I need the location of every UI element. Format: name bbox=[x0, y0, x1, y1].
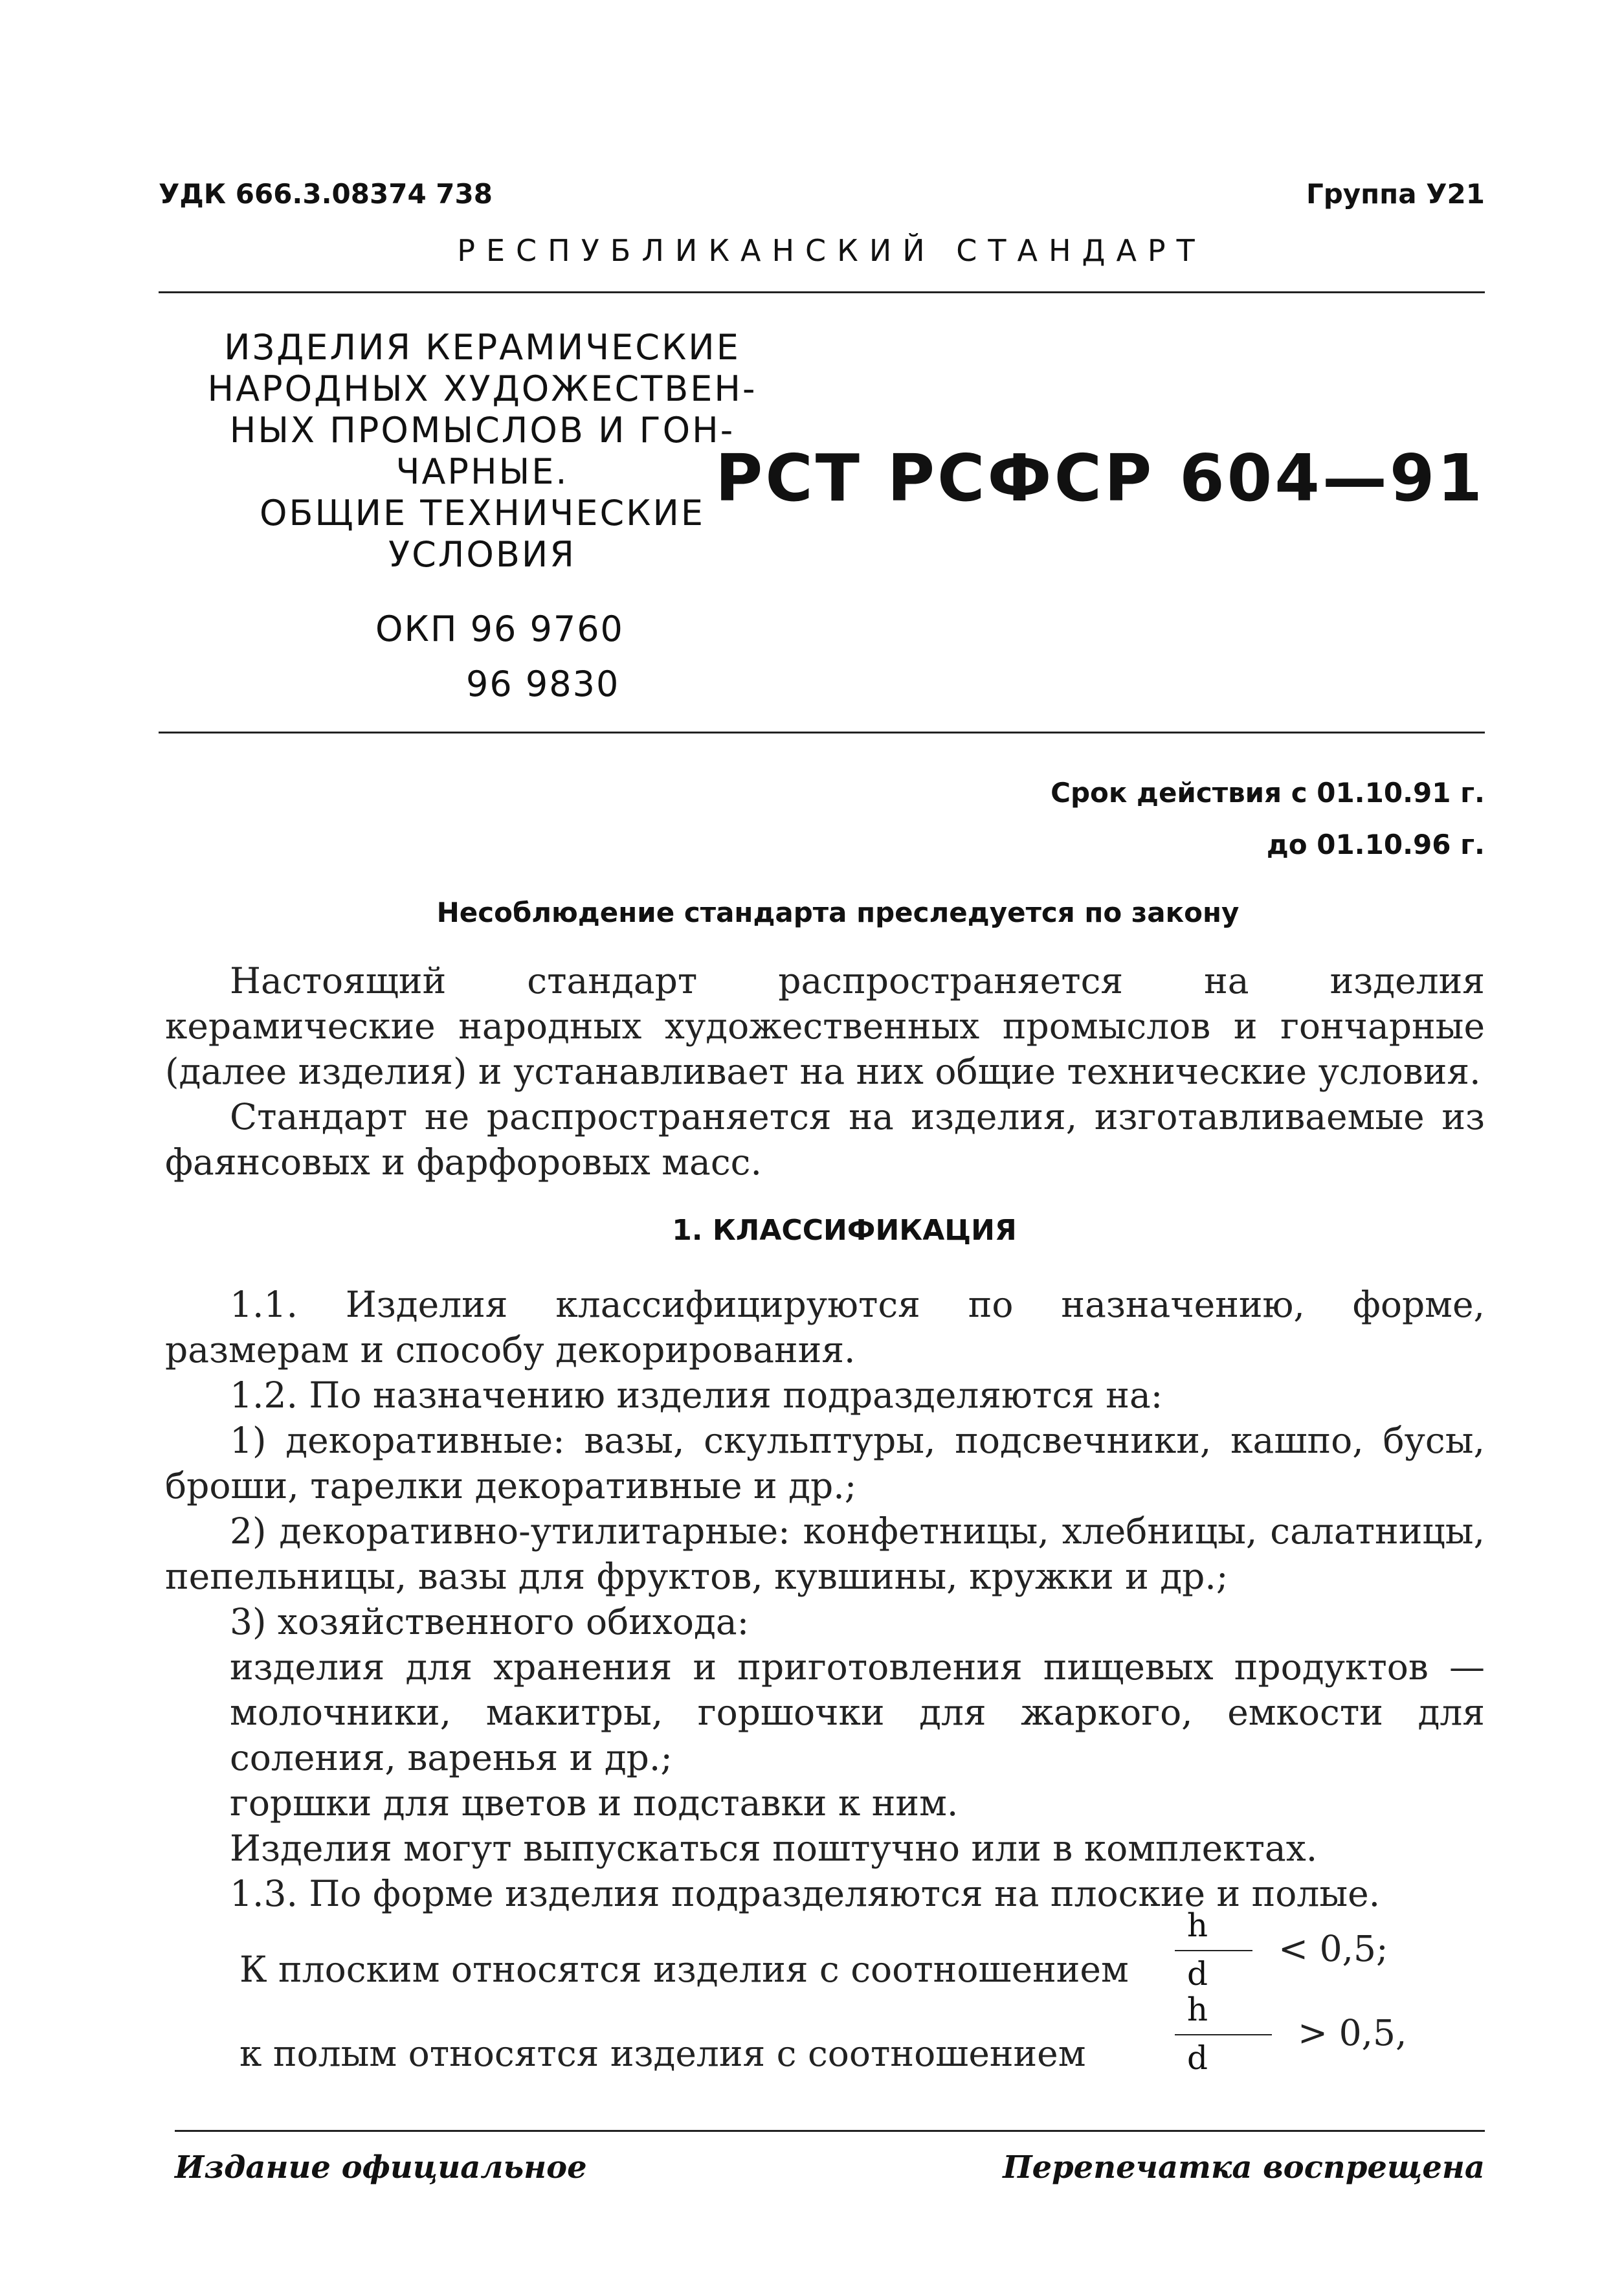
legal-warning: Несоблюдение стандарта преследуется по закону bbox=[436, 897, 1240, 928]
clause-1-1: 1.1. Изделия классифицируются по назначению, форме, размерам и способу декорирования. bbox=[165, 1284, 1485, 1371]
header-rule bbox=[159, 291, 1485, 293]
list-item-household: 3) хозяйственного обихода: bbox=[230, 1601, 750, 1642]
title-line: НАРОДНЫХ ХУДОЖЕСТВЕН- bbox=[207, 368, 757, 409]
title-line: НЫХ ПРОМЫСЛОВ И ГОН- bbox=[229, 410, 735, 451]
flat-frac-line bbox=[1175, 1950, 1252, 1951]
list-item-decorative: 1) декоративные: вазы, скульптуры, подсвечники, кашпо, бусы, броши, тарелки декоративные и др.; bbox=[165, 1420, 1485, 1506]
hollow-relation: > 0,5, bbox=[1298, 2012, 1407, 2054]
flat-formula-text: К плоским относятся изделия с соотношением bbox=[239, 1949, 1129, 1990]
standard-number: РСТ РСФСР 604—91 bbox=[715, 440, 1485, 516]
household-food-items bbox=[165, 1644, 1485, 1780]
intro-paragraph-2: Стандарт не распространяется на изделия, изготавливаемые из фаянсовых и фарфоровых масс. bbox=[165, 1096, 1485, 1183]
hollow-frac-numerator: h bbox=[1186, 1991, 1208, 2028]
hollow-formula-text: к полым относятся изделия с соотношением bbox=[239, 2033, 1086, 2074]
document-title bbox=[159, 327, 806, 576]
okp-code-2: 96 9830 bbox=[466, 664, 620, 704]
clause-1-3: 1.3. По форме изделия подразделяются на плоские и полые. bbox=[230, 1873, 1381, 1914]
okp-code-1: ОКП 96 9760 bbox=[375, 609, 624, 649]
title-rule bbox=[159, 732, 1485, 733]
reprint-prohibited-note: Перепечатка воспрещена bbox=[1003, 2149, 1485, 2186]
household-flower-pots: горшки для цветов и подставки к ним. bbox=[230, 1782, 959, 1824]
household-food-text: изделия для хранения и приготовления пищевых продуктов — молочники, макитры, горшочки для жаркого, емкости для соления, варенья и др.; bbox=[230, 1646, 1485, 1778]
udk-code: УДК 666.3.08374 738 bbox=[159, 178, 493, 210]
pieces-or-sets: Изделия могут выпускаться поштучно или в комплектах. bbox=[230, 1828, 1318, 1869]
republican-standard-heading: РЕСПУБЛИКАНСКИЙ СТАНДАРТ bbox=[457, 233, 1206, 268]
validity-from: Срок действия с 01.10.91 г. bbox=[1051, 777, 1485, 809]
title-line: ОБЩИЕ ТЕХНИЧЕСКИЕ bbox=[259, 493, 706, 533]
list-item-decorative-utilitarian: 2) декоративно-утилитарные: конфетницы, хлебницы, салатницы, пепельницы, вазы для фруктов, кувшины, кружки и др.; bbox=[165, 1510, 1485, 1597]
flat-frac-numerator: h bbox=[1186, 1907, 1208, 1944]
official-edition-note: Издание официальное bbox=[175, 2149, 587, 2186]
group-code: Группа У21 bbox=[1306, 178, 1485, 210]
footer-rule bbox=[175, 2130, 1485, 2132]
clause-1-2: 1.2. По назначению изделия подразделяются на: bbox=[230, 1374, 1163, 1416]
validity-to: до 01.10.96 г. bbox=[1266, 829, 1485, 860]
hollow-frac-denominator: d bbox=[1186, 2039, 1208, 2077]
section-heading: 1. КЛАССИФИКАЦИЯ bbox=[672, 1214, 1017, 1247]
flat-relation: < 0,5; bbox=[1278, 1928, 1388, 1969]
flat-frac-denominator: d bbox=[1186, 1955, 1208, 1993]
hollow-frac-line bbox=[1175, 2034, 1272, 2035]
title-line: УСЛОВИЯ bbox=[388, 534, 576, 575]
title-line: ИЗДЕЛИЯ КЕРАМИЧЕСКИЕ bbox=[224, 327, 740, 368]
title-line: ЧАРНЫЕ. bbox=[395, 451, 569, 492]
intro-paragraph-1: Настоящий стандарт распространяется на изделия керамические народных художественных промыслов и гончарные (далее изделия) и устанавливает на них общие технические условия. bbox=[165, 960, 1485, 1092]
